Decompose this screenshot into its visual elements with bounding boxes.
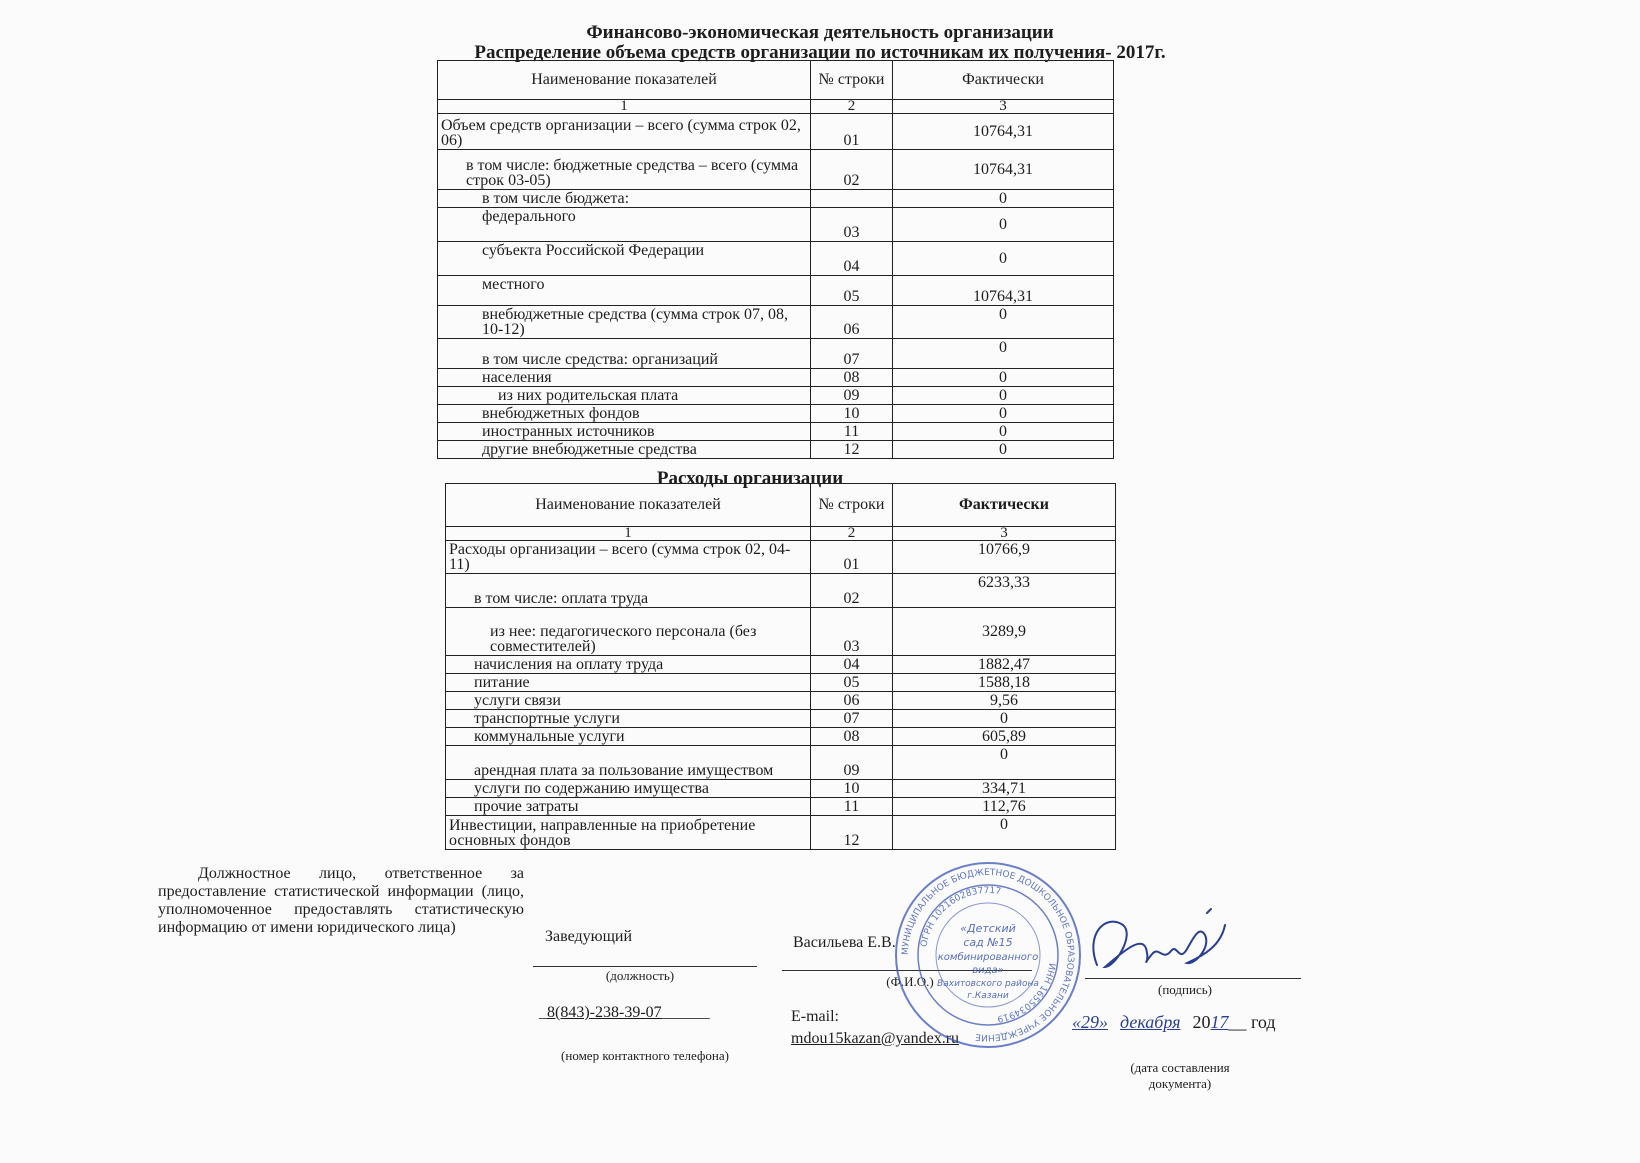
row-num: 10 [811,780,893,798]
row-name: в том числе: оплата труда [446,574,811,608]
table-row [446,728,1116,746]
row-fact: 0 [893,441,1114,459]
row-num: 02 [811,574,893,608]
row-fact: 0 [893,190,1114,208]
table-row [446,674,1116,692]
header-fact: Фактически [893,484,1116,527]
funding-sources-table [437,60,1114,459]
email-value[interactable]: mdou15kazan@yandex.ru [791,1030,960,1047]
row-name: из них родительская плата [438,387,811,405]
row-name: начисления на оплату труда [446,656,811,674]
table-row [438,114,1114,150]
col-num-2: 2 [811,100,893,114]
phone-caption: (номер контактного телефона) [561,1048,729,1063]
row-fact: 9,56 [893,692,1116,710]
table-row [438,423,1114,441]
row-name: Объем средств организации – всего (сумма строк 02, 06) [438,114,811,150]
stamp-center-3: комбинированного [937,952,1039,963]
row-fact: 1882,47 [893,656,1116,674]
row-fact: 0 [893,306,1114,339]
row-fact: 10764,31 [893,150,1114,190]
signature-caption: (подпись) [1158,982,1212,997]
responsible-text: Должностное лицо, ответственное за предоставление статистической информации (лицо, уполномоченное предоставлять статистическую информацию от имени юридического лица) [158,865,524,936]
table-row [446,798,1116,816]
col-num-3: 3 [893,527,1116,541]
phone-value: _8(843)-238-39-07______ [539,1004,710,1021]
row-num: 10 [811,405,893,423]
row-fact: 10764,31 [893,276,1114,306]
row-fact: 334,71 [893,780,1116,798]
row-fact: 10766,9 [893,541,1116,574]
date-year-suffix: 17 [1210,1012,1229,1032]
row-name: прочие затраты [446,798,811,816]
stamp-center-2: сад №15 [963,936,1013,949]
row-name: транспортные услуги [446,710,811,728]
row-fact: 0 [893,242,1114,276]
row-name: внебюджетные средства (сумма строк 07, 08, 10-12) [438,306,811,339]
col-num-1: 1 [438,100,811,114]
table-row [438,387,1114,405]
row-num: 09 [811,387,893,405]
stamp-center-4: вида» [972,965,1004,976]
fio-caption: (Ф.И.О.) [886,974,934,989]
row-fact: 0 [893,387,1114,405]
row-fact: 112,76 [893,798,1116,816]
row-name: Инвестиции, направленные на приобретение основных фондов [446,816,811,850]
stamp-inn: ИНН 1655034919 [996,962,1057,1024]
col-num-1: 1 [446,527,811,541]
table-row [446,574,1116,608]
column-number-row [446,527,1116,541]
row-num: 07 [811,710,893,728]
row-num: 05 [811,276,893,306]
row-num: 03 [811,608,893,656]
row-name: услуги по содержанию имущества [446,780,811,798]
row-name: иностранных источников [438,423,811,441]
row-fact: 1588,18 [893,674,1116,692]
row-fact: 0 [893,816,1116,850]
date-day: «29» [1072,1012,1108,1032]
table-row [438,276,1114,306]
date-year-prefix: 20 [1192,1012,1211,1032]
organization-stamp [893,860,1083,1050]
date-year-word: год [1250,1012,1276,1032]
row-num: 11 [811,423,893,441]
header-name: Наименование показателей [446,484,811,527]
date-month: декабря [1120,1012,1181,1032]
row-num: 09 [811,746,893,780]
header-fact: Фактически [893,61,1114,100]
row-name: другие внебюджетные средства [438,441,811,459]
col-num-2: 2 [811,527,893,541]
row-num: 07 [811,339,893,369]
section-title-expenses: Расходы организации [656,468,844,489]
section-title-sources: Распределение объема средств организации по источникам их получения- 2017г. [474,42,1166,63]
row-num: 01 [811,114,893,150]
table-row [446,541,1116,574]
table-row [438,441,1114,459]
row-fact: 0 [893,423,1114,441]
row-num: 06 [811,306,893,339]
table-row [438,150,1114,190]
row-fact: 3289,9 [893,608,1116,656]
document-date: «29» декабря 2017__ год [1072,1012,1276,1032]
table-row [446,746,1116,780]
stamp-center-5: Вахитовского района [937,979,1039,989]
responsible-person-text [158,865,524,937]
row-num: 11 [811,798,893,816]
table-row [446,608,1116,656]
position-caption: (должность) [605,968,675,983]
table-row [438,242,1114,276]
row-name: в том числе: бюджетные средства – всего (сумма строк 03-05) [438,150,811,190]
stamp-center-1: «Детский [960,922,1016,935]
row-name: федерального [438,208,811,242]
date-caption: (дата составления документа) [1130,1060,1230,1091]
table-row [446,692,1116,710]
expenses-table [445,483,1116,850]
row-fact: 0 [893,339,1114,369]
row-fact: 10764,31 [893,114,1114,150]
row-num: 06 [811,692,893,710]
table-row [438,339,1114,369]
document-title: Финансово-экономическая деятельность организации [586,22,1054,43]
table-row [446,780,1116,798]
row-name: субъекта Российской Федерации [438,242,811,276]
row-name: Расходы организации – всего (сумма строк 02, 04-11) [446,541,811,574]
header-num: № строки [811,61,893,100]
row-fact: 0 [893,369,1114,387]
header-name: Наименование показателей [438,61,811,100]
row-name: из нее: педагогического персонала (без совместителей) [446,608,811,656]
table-row [438,190,1114,208]
row-name: питание [446,674,811,692]
table-row [446,816,1116,850]
row-name: в том числе бюджета: [438,190,811,208]
phone-number: 8(843)-238-39-07 [547,1004,662,1021]
row-fact: 0 [893,208,1114,242]
row-name: населения [438,369,811,387]
row-fact: 6233,33 [893,574,1116,608]
table-row [446,710,1116,728]
row-num: 08 [811,369,893,387]
row-num: 04 [811,656,893,674]
row-num: 08 [811,728,893,746]
row-name: в том числе средства: организаций [438,339,811,369]
row-name: услуги связи [446,692,811,710]
row-fact: 605,89 [893,728,1116,746]
row-num: 05 [811,674,893,692]
table-header-row [438,61,1114,100]
table-row [438,306,1114,339]
col-num-3: 3 [893,100,1114,114]
table-row [438,369,1114,387]
row-fact: 0 [893,710,1116,728]
position-value: Заведующий [545,928,633,945]
position-line [533,966,757,967]
row-name: местного [438,276,811,306]
row-num: 02 [811,150,893,190]
row-num [811,190,893,208]
row-name: коммунальные услуги [446,728,811,746]
row-num: 01 [811,541,893,574]
row-fact: 0 [893,405,1114,423]
table-header-row [446,484,1116,527]
table-row [446,656,1116,674]
row-num: 04 [811,242,893,276]
stamp-ring-text: МУНИЦИПАЛЬНОЕ БЮДЖЕТНОЕ ДОШКОЛЬНОЕ ОБРАЗОВАТЕЛЬНОЕ УЧРЕЖДЕНИЕ [900,867,1076,1043]
row-num: 12 [811,816,893,850]
table-row [438,208,1114,242]
email-label: E-mail: [791,1008,839,1025]
column-number-row [438,100,1114,114]
signature [1075,905,1235,985]
row-fact: 0 [893,746,1116,780]
header-num: № строки [811,484,893,527]
row-name: арендная плата за пользование имуществом [446,746,811,780]
stamp-ogrn: ОГРН 1021602837717 [919,885,1002,948]
row-num: 03 [811,208,893,242]
table-row [438,405,1114,423]
row-num: 12 [811,441,893,459]
stamp-center-6: г.Казани [967,991,1009,1001]
row-name: внебюджетных фондов [438,405,811,423]
fio-value: Васильева Е.В. [793,934,896,951]
